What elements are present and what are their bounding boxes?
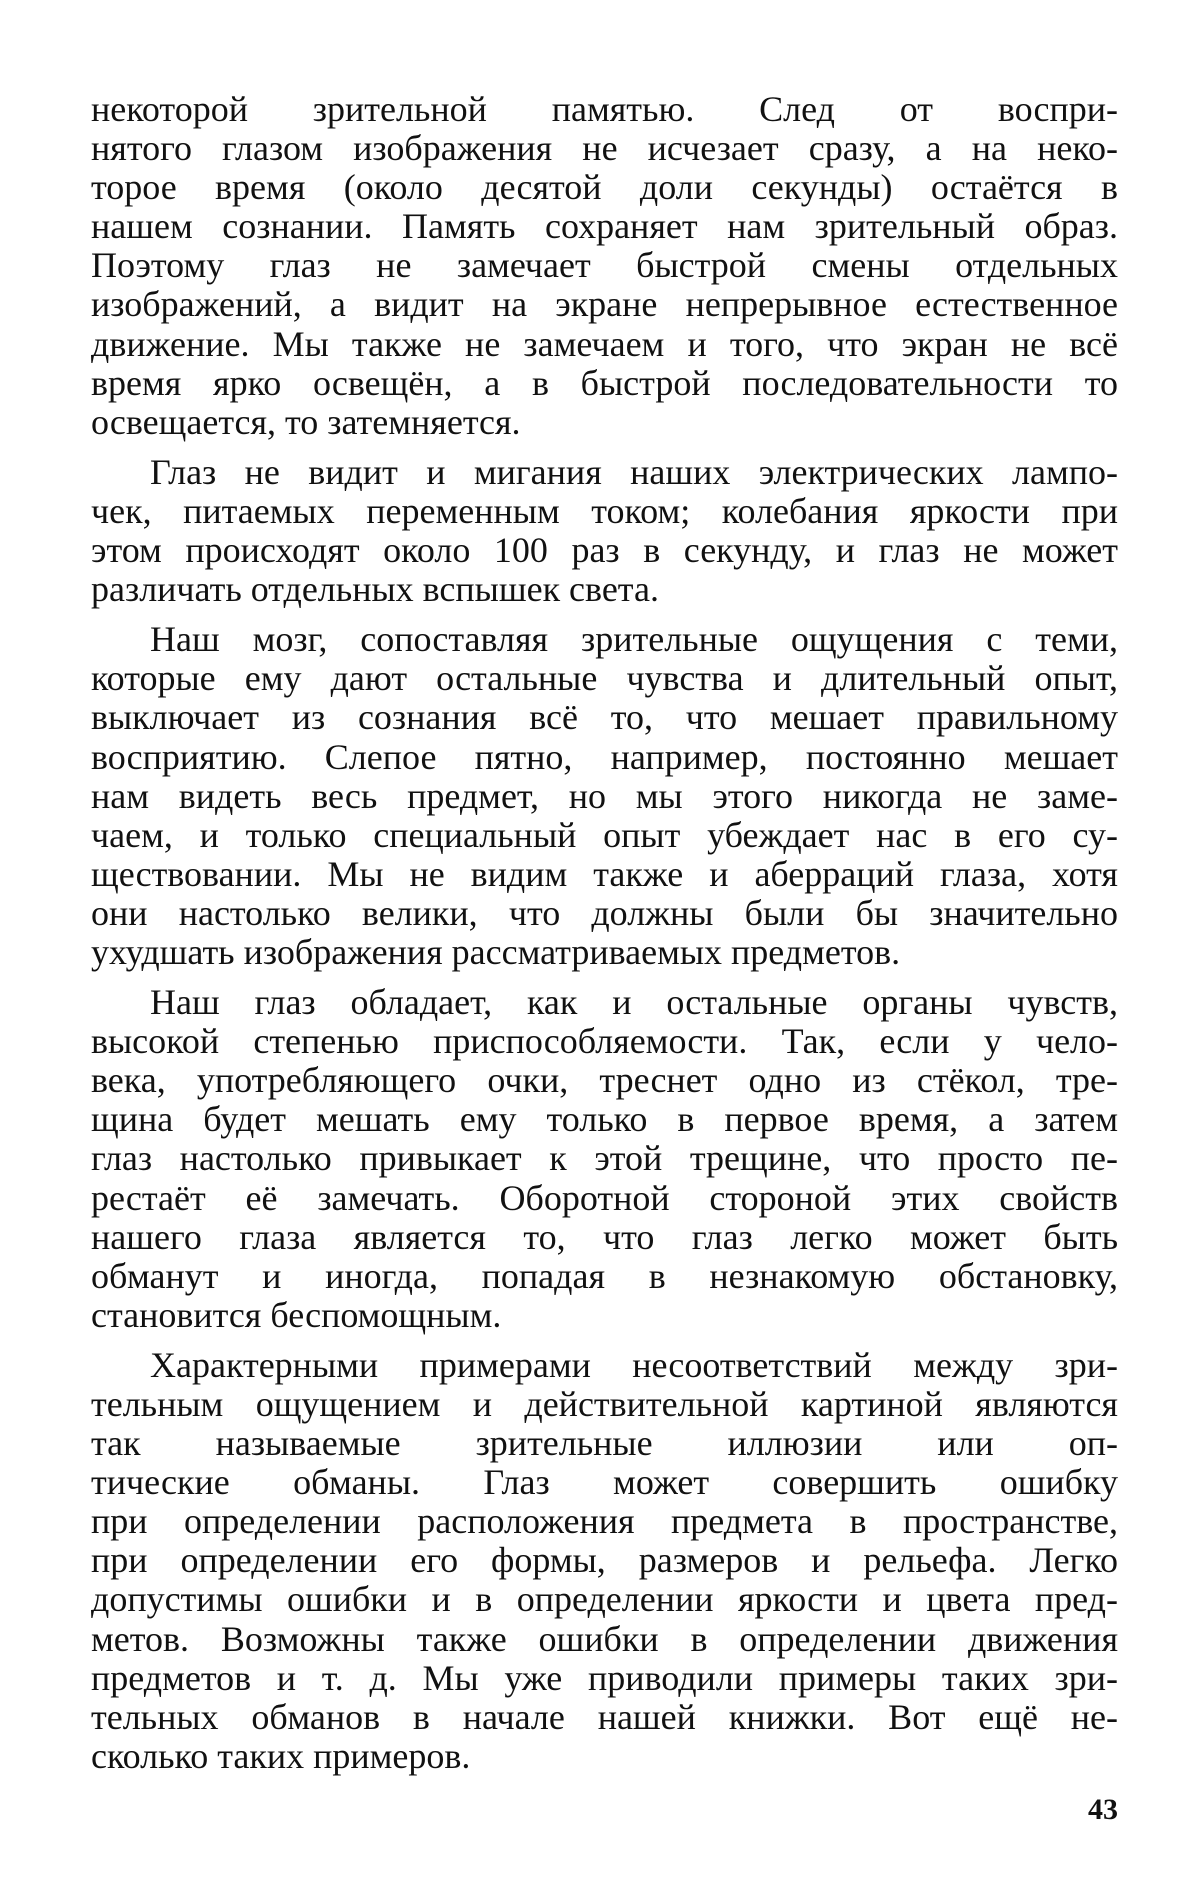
text-line: Характерными примерами несоответствий между зри- bbox=[150, 1345, 1118, 1385]
paragraph-3 bbox=[91, 620, 1118, 972]
text-line: тельным ощущением и действительной картиной являются bbox=[91, 1385, 1118, 1424]
paragraph-gap bbox=[91, 609, 1118, 620]
text-line: которые ему дают остальные чувства и длительный опыт, bbox=[91, 659, 1118, 699]
paragraph-gap bbox=[91, 442, 1118, 453]
text-line: торое время (около десятой доли секунды) остаётся в bbox=[91, 168, 1118, 208]
text-line: движение. Мы также не замечаем и того, что экран не всё bbox=[91, 324, 1118, 364]
text-line: так называемые зрительные иллюзии или оп- bbox=[91, 1424, 1118, 1464]
text-line: чек, питаемых переменным током; колебания яркости при bbox=[91, 491, 1118, 531]
text-line: нятого глазом изображения не исчезает сразу, а на неко- bbox=[91, 129, 1118, 169]
text-line: ществовании. Мы не видим также и аберраций глаза, хотя bbox=[91, 854, 1118, 894]
paragraph-1 bbox=[91, 90, 1118, 442]
text-line: метов. Возможны также ошибки в определении движения bbox=[91, 1619, 1118, 1659]
text-line: этом происходят около 100 раз в секунду, и глаз не может bbox=[91, 531, 1118, 571]
text-line: становится беспомощным. bbox=[91, 1295, 502, 1335]
text-line: предметов и т. д. Мы уже приводили примеры таких зри- bbox=[91, 1658, 1118, 1698]
text-line: нам видеть весь предмет, но мы этого никогда не заме- bbox=[91, 776, 1118, 816]
text-line: различать отдельных вспышек света. bbox=[91, 570, 659, 610]
paragraph-4 bbox=[91, 983, 1118, 1335]
text-line: обманут и иногда, попадая в незнакомую обстановку, bbox=[91, 1256, 1118, 1296]
text-line: некоторой зрительной памятью. След от воспри- bbox=[91, 90, 1118, 129]
paragraph-2 bbox=[91, 453, 1118, 609]
text-line: щина будет мешать ему только в первое время, а затем bbox=[91, 1100, 1118, 1140]
text-line: ухудшать изображения рассматриваемых предметов. bbox=[91, 932, 901, 972]
text-line: Наш мозг, сопоставляя зрительные ощущения с теми, bbox=[150, 620, 1118, 660]
text-line: при определении его формы, размеров и рельефа. Легко bbox=[91, 1541, 1118, 1581]
text-line: время ярко освещён, а в быстрой последовательности то bbox=[91, 363, 1118, 403]
text-line: чаем, и только специальный опыт убеждает нас в его су- bbox=[91, 815, 1118, 855]
paragraph-gap bbox=[91, 972, 1118, 983]
text-line: высокой степенью приспособляемости. Так, если у чело- bbox=[91, 1022, 1118, 1062]
text-line: тельных обманов в начале нашей книжки. Вот ещё не- bbox=[91, 1697, 1118, 1737]
text-line: тические обманы. Глаз может совершить ошибку bbox=[91, 1463, 1118, 1503]
text-line: Глаз не видит и мигания наших электрических лампо- bbox=[150, 452, 1118, 492]
text-line: Поэтому глаз не замечает быстрой смены отдельных bbox=[91, 246, 1118, 286]
paragraph-gap bbox=[91, 1335, 1118, 1346]
text-line: освещается, то затемняется. bbox=[91, 402, 521, 442]
text-line: нашем сознании. Память сохраняет нам зрительный образ. bbox=[91, 207, 1118, 247]
text-line: рестаёт её замечать. Оборотной стороной этих свойств bbox=[91, 1178, 1118, 1218]
text-line: Наш глаз обладает, как и остальные органы чувств, bbox=[150, 983, 1118, 1023]
text-line: изображений, а видит на экране непрерывное естественное bbox=[91, 285, 1118, 325]
text-line: века, употребляющего очки, треснет одно из стёкол, тре- bbox=[91, 1061, 1118, 1101]
text-line: глаз настолько привыкает к этой трещине, что просто пе- bbox=[91, 1139, 1118, 1179]
paragraph-5 bbox=[91, 1346, 1118, 1776]
page-number: 43 bbox=[1088, 1793, 1118, 1826]
text-line: допустимы ошибки и в определении яркости и цвета пред- bbox=[91, 1580, 1118, 1620]
text-line: выключает из сознания всё то, что мешает правильному bbox=[91, 698, 1118, 738]
text-line: восприятию. Слепое пятно, например, постоянно мешает bbox=[91, 737, 1118, 777]
text-line: при определении расположения предмета в пространстве, bbox=[91, 1502, 1118, 1542]
book-page bbox=[91, 90, 1118, 1850]
text-line: сколько таких примеров. bbox=[91, 1736, 471, 1776]
text-line: они настолько велики, что должны были бы значительно bbox=[91, 893, 1118, 933]
text-line: нашего глаза является то, что глаз легко может быть bbox=[91, 1217, 1118, 1257]
